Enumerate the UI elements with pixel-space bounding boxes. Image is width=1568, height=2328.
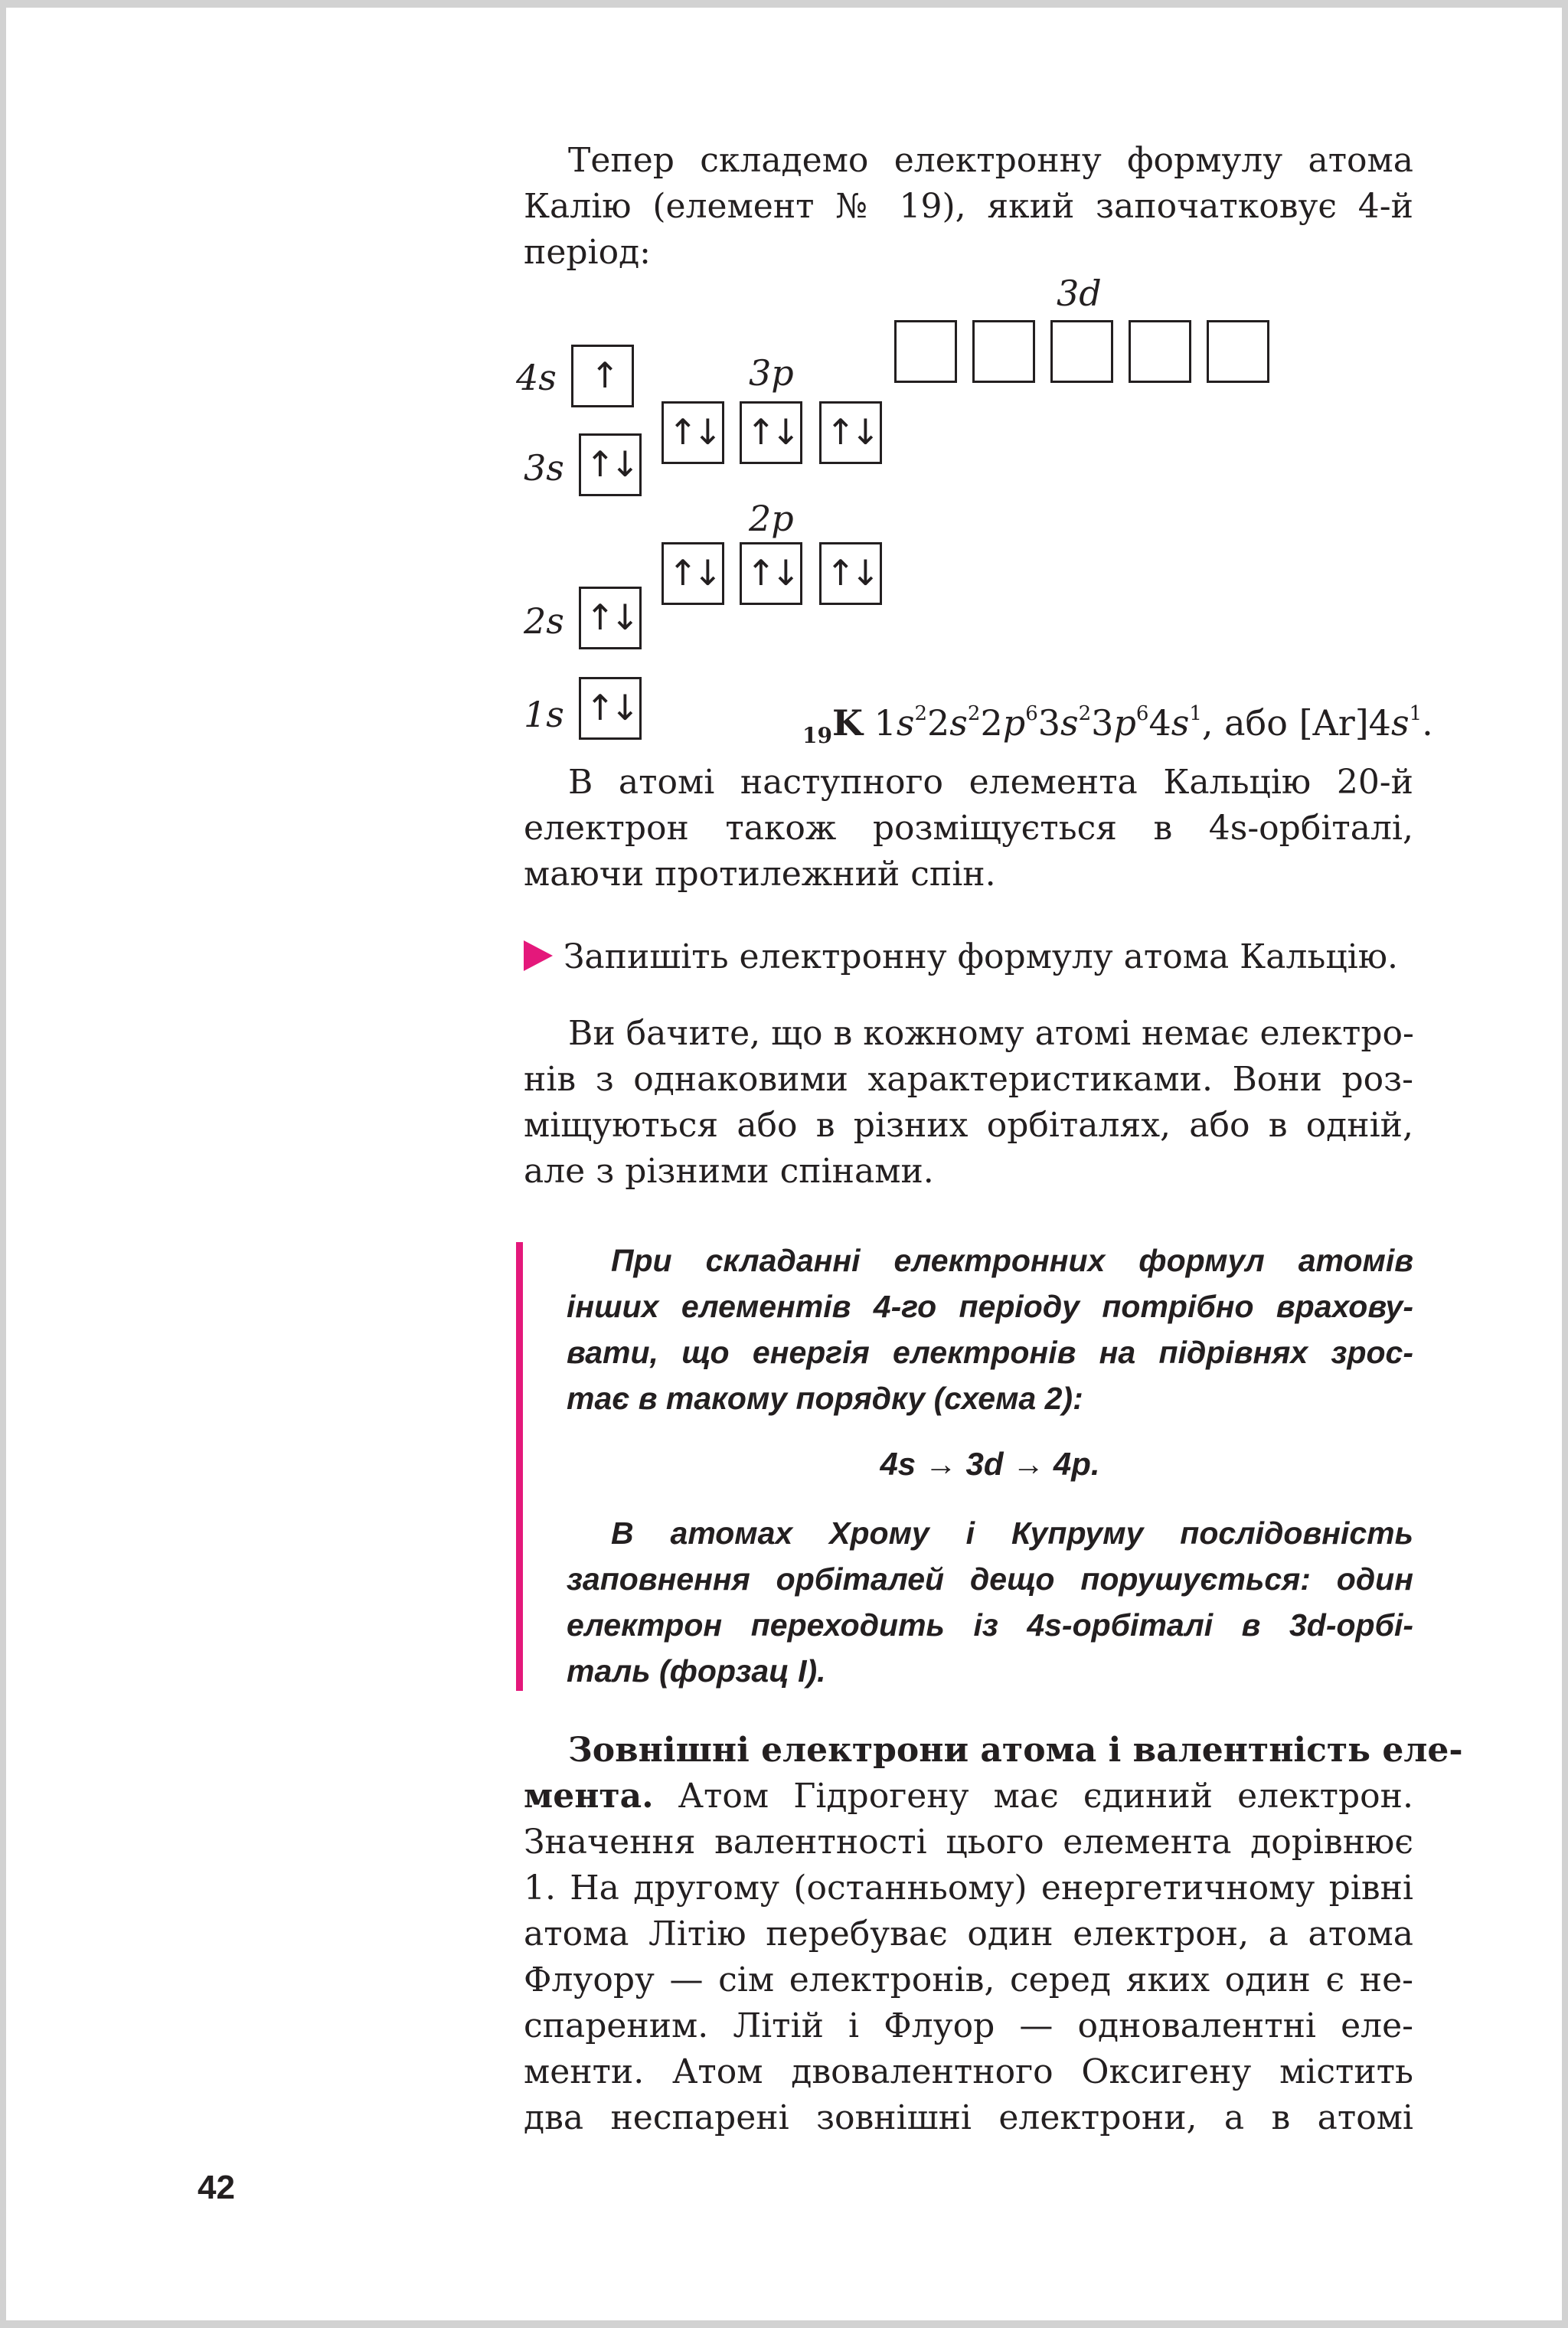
- orbital-cell-2p: ↑↓: [740, 542, 802, 605]
- text-line: нів з однаковими характеристиками. Вони роз-: [524, 1060, 1413, 1099]
- text-line: Флуору — сім електронів, серед яких один є не-: [524, 1960, 1413, 1999]
- rule-line: тає в такому порядку (схема 2):: [567, 1381, 1083, 1416]
- text-line: атома Літію перебуває один електрон, а атома: [524, 1914, 1413, 1954]
- formula-short-l: s: [1390, 702, 1410, 744]
- rule-line: вати, що енергія електронів на підрівнях зрос-: [567, 1335, 1413, 1370]
- text-line: період:: [524, 233, 652, 272]
- rule-line: При складанні електронних формул атомів: [611, 1243, 1413, 1278]
- valence-paragraph: [524, 1728, 1463, 2141]
- orbital-cell-2p: ↑↓: [819, 542, 882, 605]
- text-line: менти. Атом двовалентного Оксигену містить: [524, 2052, 1413, 2091]
- formula-end: .: [1422, 702, 1433, 744]
- intro-paragraph: [524, 138, 1413, 276]
- formula-term: $1s^2$: [874, 702, 928, 744]
- level-label-3d: 3d: [1057, 273, 1102, 314]
- rule-paragraph-1: [567, 1238, 1413, 1421]
- text-line: Ви бачите, що в кожному атомі немає електро-: [568, 1014, 1414, 1053]
- formula-terms: [874, 702, 1202, 744]
- rule-line: інших елементів 4-го періоду потрібно врахову-: [567, 1289, 1413, 1324]
- orbital-cell-3p: ↑↓: [662, 401, 724, 464]
- atomic-number: 19: [802, 723, 832, 748]
- level-label-2p: 2p: [749, 498, 794, 539]
- page-number: 42: [198, 2169, 235, 2206]
- task-text: Запишіть електронну формулу атома Кальцію.: [564, 937, 1399, 976]
- orbital-cell-2p: ↑↓: [662, 542, 724, 605]
- level-label-3p: 3p: [749, 352, 794, 394]
- rule-line: таль (форзац I).: [567, 1653, 826, 1689]
- formula-term: $4s^1$: [1148, 702, 1202, 744]
- level-label-1s: 1s: [524, 694, 564, 735]
- formula-short-n: 1: [1409, 702, 1423, 725]
- text-line: але з різними спінами.: [524, 1152, 934, 1191]
- text-line: міщуються або в різних орбіталях, або в одній,: [524, 1106, 1413, 1145]
- electron-formula-potassium: [802, 700, 1433, 746]
- textbook-page: [6, 8, 1562, 2320]
- text-line: 1. На другому (останньому) енергетичному рівні: [524, 1869, 1413, 1908]
- orbital-cell-3d: [894, 320, 957, 383]
- formula-term: $3s^2$: [1037, 702, 1092, 744]
- orbital-cell-3p: ↑↓: [740, 401, 802, 464]
- text-line: В атомі наступного елемента Кальцію 20-й: [568, 763, 1413, 802]
- rule-paragraph-2: [567, 1510, 1413, 1694]
- text-line: маючи протилежний спін.: [524, 855, 996, 894]
- formula-term: $3p^6$: [1091, 702, 1149, 744]
- unique-electrons-paragraph: [524, 1011, 1413, 1195]
- rule-line: заповнення орбіталей дещо порушується: один: [567, 1561, 1413, 1597]
- orbital-cell-1s: ↑↓: [579, 677, 642, 740]
- orbital-cell-3d: [972, 320, 1035, 383]
- text-line: два неспарені зовнішні електрони, а в атомі: [524, 2098, 1413, 2137]
- orbital-cell-3p: ↑↓: [819, 401, 882, 464]
- rule-accent-bar: [516, 1242, 523, 1691]
- rule-line: В атомах Хрому і Купруму послідовність: [611, 1515, 1413, 1551]
- energy-order-formula: 4s → 3d → 4p.: [880, 1446, 1100, 1482]
- rule-line: електрон переходить із 4s-орбіталі в 3d-орбі-: [567, 1607, 1413, 1643]
- section-heading: Зовнішні електрони атома і валентність еле-: [568, 1731, 1463, 1770]
- text-line: [524, 1728, 1463, 1774]
- text-line: спареним. Літій і Флуор — одновалентні еле-: [524, 2006, 1413, 2045]
- element-symbol: K: [831, 702, 863, 744]
- orbital-cell-3d: [1129, 320, 1191, 383]
- level-label-2s: 2s: [524, 600, 564, 642]
- orbital-cell-4s: ↑: [571, 345, 634, 407]
- formula-term: $2p^6$: [980, 702, 1038, 744]
- level-label-3s: 3s: [524, 447, 564, 489]
- formula-term: $2s^2$: [927, 702, 981, 744]
- text-line: Калію (елемент № 19), який започатковує 4-й: [524, 187, 1413, 226]
- text-line: Тепер складемо електронну формулу атома: [568, 141, 1413, 180]
- calcium-paragraph: [524, 760, 1413, 898]
- task-arrow-icon: [524, 940, 553, 971]
- orbital-cell-3d: [1207, 320, 1269, 383]
- level-label-4s: 4s: [516, 357, 557, 398]
- section-heading-end: мента.: [524, 1777, 654, 1816]
- text-line: Значення валентності цього елемента дорівнює: [524, 1823, 1413, 1862]
- text-line: мента. Атом Гідрогену має єдиний електрон.: [524, 1777, 1413, 1816]
- formula-or-text: , або [Ar]4: [1201, 702, 1391, 744]
- orbital-cell-2s: ↑↓: [579, 587, 642, 649]
- text-line: електрон також розміщується в 4s-орбіталі,: [524, 809, 1413, 848]
- orbital-cell-3s: ↑↓: [579, 433, 642, 496]
- orbital-cell-3d: [1050, 320, 1113, 383]
